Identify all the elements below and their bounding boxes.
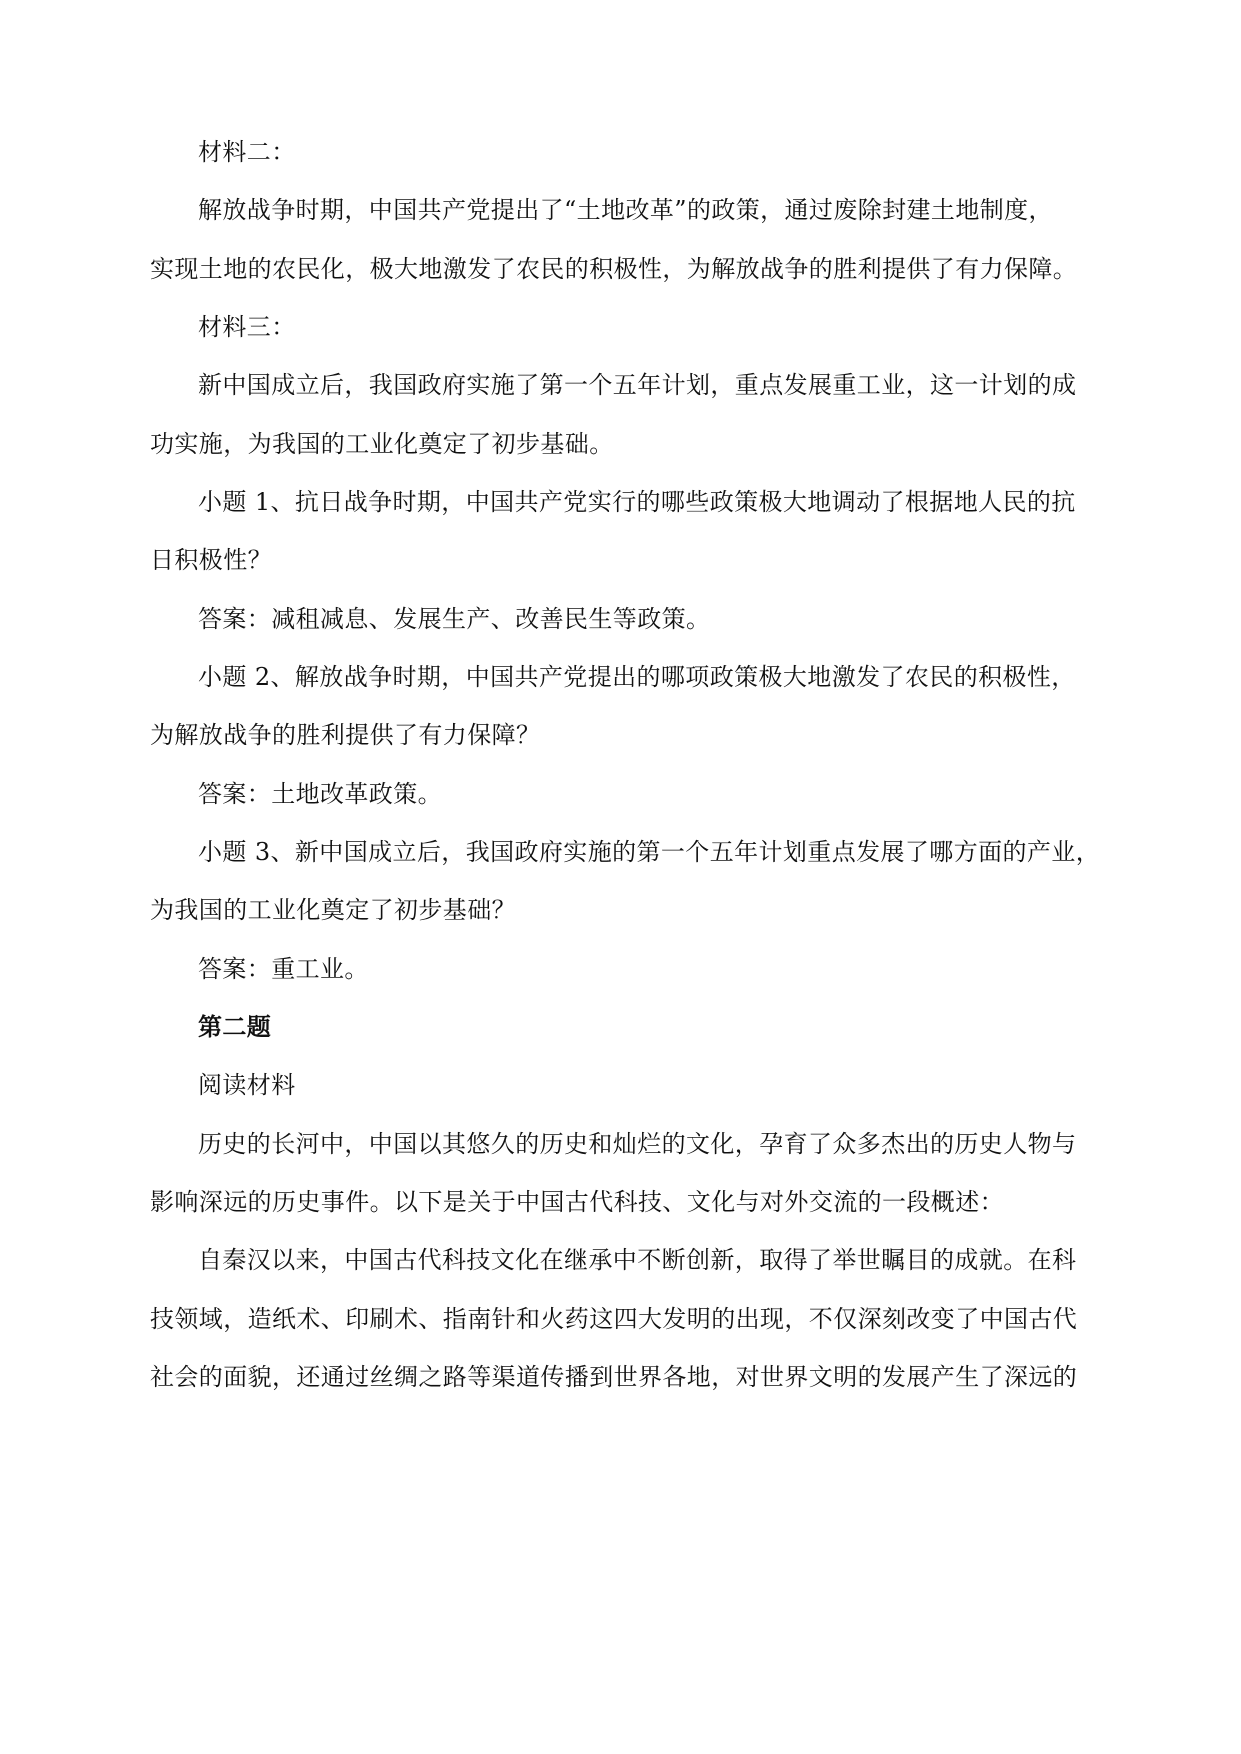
question1-line-2: 日积极性？ bbox=[150, 546, 272, 574]
paragraph1-line-1: 历史的长河中，中国以其悠久的历史和灿烂的文化，孕育了众多杰出的历史人物与 bbox=[198, 1130, 1077, 1158]
question1-answer: 答案：减租减息、发展生产、改善民生等政策。 bbox=[198, 605, 711, 633]
paragraph1-line-2: 影响深远的历史事件。以下是关于中国古代科技、文化与对外交流的一段概述： bbox=[150, 1188, 1004, 1216]
paragraph2-line-2: 技领域，造纸术、印刷术、指南针和火药这四大发明的出现，不仅深刻改变了中国古代 bbox=[150, 1305, 1078, 1333]
material3-line-2: 功实施，为我国的工业化奠定了初步基础。 bbox=[150, 430, 614, 458]
material2-line-1: 解放战争时期，中国共产党提出了“土地改革”的政策，通过废除封建土地制度， bbox=[198, 196, 1053, 224]
material3-label: 材料三： bbox=[198, 313, 296, 341]
question2-line-2: 为解放战争的胜利提供了有力保障？ bbox=[150, 721, 541, 749]
paragraph2-line-1: 自秦汉以来，中国古代科技文化在继承中不断创新，取得了举世瞩目的成就。在科 bbox=[198, 1246, 1077, 1274]
material3-line-1: 新中国成立后，我国政府实施了第一个五年计划，重点发展重工业，这一计划的成 bbox=[198, 371, 1077, 399]
paragraph2-line-3: 社会的面貌，还通过丝绸之路等渠道传播到世界各地，对世界文明的发展产生了深远的 bbox=[150, 1363, 1078, 1391]
question1-line-1: 小题 1、抗日战争时期，中国共产党实行的哪些政策极大地调动了根据地人民的抗 bbox=[198, 488, 1076, 516]
question3-answer: 答案：重工业。 bbox=[198, 955, 369, 983]
section2-subtitle: 阅读材料 bbox=[198, 1071, 296, 1099]
material2-line-2: 实现土地的农民化，极大地激发了农民的积极性，为解放战争的胜利提供了有力保障。 bbox=[150, 255, 1078, 283]
question3-line-2: 为我国的工业化奠定了初步基础？ bbox=[150, 896, 516, 924]
question2-answer: 答案：土地改革政策。 bbox=[198, 780, 442, 808]
section2-title: 第二题 bbox=[198, 1012, 272, 1041]
question3-line-1: 小题 3、新中国成立后，我国政府实施的第一个五年计划重点发展了哪方面的产业， bbox=[198, 838, 1100, 866]
question2-line-1: 小题 2、解放战争时期，中国共产党提出的哪项政策极大地激发了农民的积极性， bbox=[198, 663, 1076, 691]
material2-label: 材料二： bbox=[198, 138, 296, 166]
